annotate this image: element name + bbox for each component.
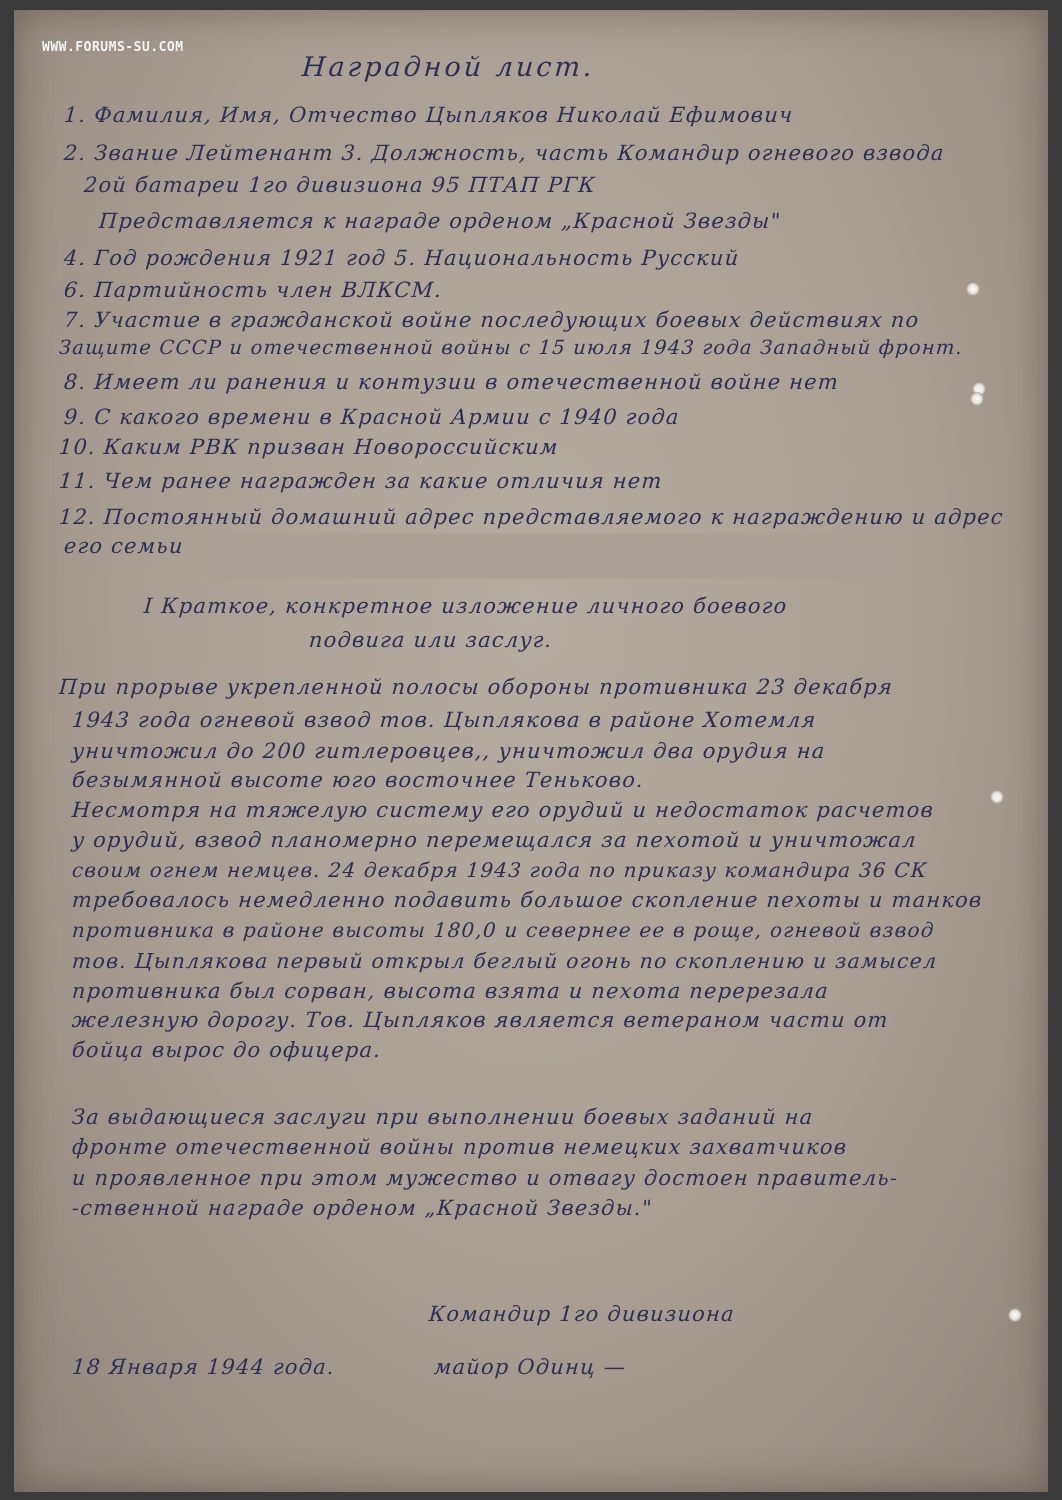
field-line-10: 10. Каким РВК призван Новороссийским: [58, 435, 560, 459]
signature-name: майор Одинц —: [433, 1355, 627, 1379]
field-line-6: 6. Партийность член ВЛКСМ.: [63, 278, 444, 302]
punch-hole: [966, 282, 980, 296]
conclusion-line: -ственной награде орденом „Красной Звезды.": [71, 1196, 654, 1220]
field-line-12: 12. Постоянный домашний адрес представляемого к награждению и адрес: [58, 505, 1005, 529]
document-date: 18 Января 1944 года.: [71, 1355, 336, 1379]
narrative-line: безымянной высоте юго восточнее Теньково.: [71, 768, 645, 792]
field-line-9: 9. С какого времени в Красной Армии с 1940 года: [63, 405, 681, 429]
field-line-2-cont: 2ой батареи 1го дивизиона 95 ПТАП РГК: [83, 173, 597, 197]
field-line-11: 11. Чем ранее награжден за какие отличия нет: [58, 469, 664, 493]
signature-title: Командир 1го дивизиона: [428, 1302, 736, 1326]
award-sheet: [14, 10, 1048, 1492]
punch-hole: [1008, 1308, 1022, 1322]
award-proposal: Представляется к награде орденом „Красной Звезды": [98, 209, 783, 233]
field-line-12-cont: его семьи: [63, 534, 185, 558]
narrative-line: своим огнем немцев. 24 декабря 1943 года по приказу командира 36 СК: [71, 858, 929, 882]
narrative-line: противника в районе высоты 180,0 и севернее ее в роще, огневой взвод: [71, 918, 936, 942]
narrative-line: Несмотря на тяжелую систему его орудий и недостаток расчетов: [71, 798, 935, 822]
narrative-line: у орудий, взвод планомерно перемещался за пехотой и уничтожал: [71, 828, 918, 852]
narrative-line: требовалось немедленно подавить большое скопление пехоты и танков: [71, 888, 984, 912]
conclusion-line: и проявленное при этом мужество и отвагу достоен правитель-: [71, 1166, 900, 1190]
conclusion-line: За выдающиеся заслуги при выполнении боевых заданий на: [71, 1105, 815, 1129]
narrative-line: противника был сорван, высота взята и пехота перерезала: [71, 979, 830, 1003]
punch-hole: [990, 790, 1004, 804]
field-line-2: 2. Звание Лейтенант 3. Должность, часть Командир огневого взвода: [63, 141, 946, 165]
redacted-address: [207, 534, 887, 578]
narrative-line: железную дорогу. Тов. Цыпляков является ветераном части от: [71, 1008, 890, 1032]
conclusion-line: фронте отечественной войны против немецких захватчиков: [71, 1135, 849, 1159]
narrative-line: тов. Цыплякова первый открыл беглый огонь по скоплению и замысел: [71, 949, 939, 973]
narrative-line: При прорыве укрепленной полосы обороны противника 23 декабря: [58, 675, 894, 699]
document-title: Наградной лист.: [300, 52, 596, 83]
narrative-line: уничтожил до 200 гитлеровцев,, уничтожил два орудия на: [71, 739, 827, 763]
field-line-7: 7. Участие в гражданской войне последующих боевых действиях по: [63, 308, 921, 332]
narrative-line: бойца вырос до офицера.: [71, 1038, 383, 1062]
field-line-7-cont: Защите СССР и отечественной войны с 15 июля 1943 года Западный фронт.: [58, 336, 964, 359]
narrative-line: 1943 года огневой взвод тов. Цыплякова в районе Хотемля: [71, 708, 818, 732]
punch-hole: [970, 392, 984, 406]
field-line-1: 1. Фамилия, Имя, Отчество Цыпляков Николай Ефимович: [63, 103, 795, 127]
field-line-8: 8. Имеет ли ранения и контузии в отечественной войне нет: [63, 370, 840, 394]
section-heading-cont: подвига или заслуг.: [308, 628, 554, 652]
site-watermark: WWW.FORUMS-SU.COM: [42, 40, 184, 55]
field-line-4: 4. Год рождения 1921 год 5. Национальность Русский: [63, 246, 741, 270]
section-heading: I Краткое, конкретное изложение личного боевого: [143, 594, 789, 618]
